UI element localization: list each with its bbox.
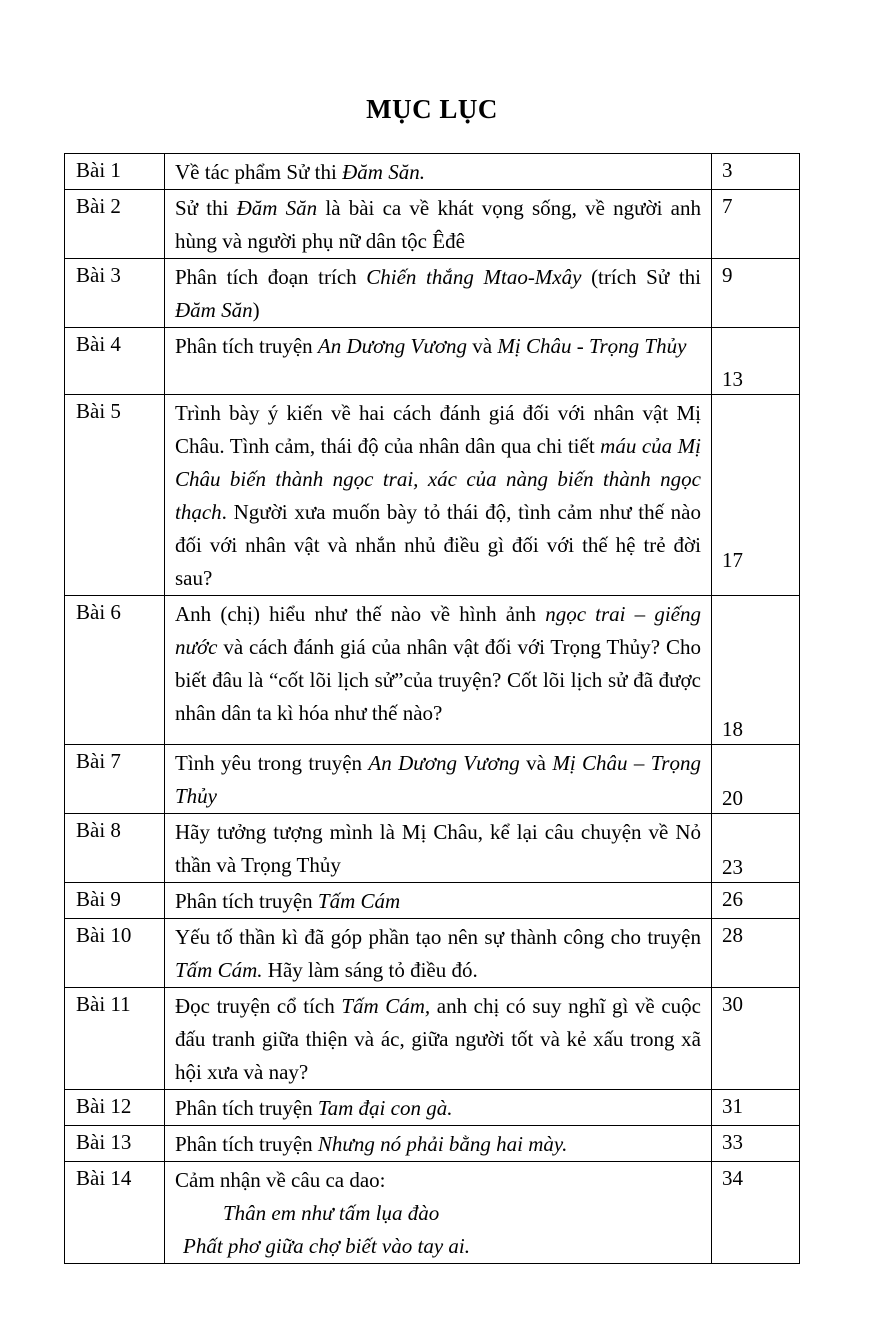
toc-row	[65, 596, 800, 745]
lesson-title	[165, 919, 712, 988]
italic-title-segment: Tam đại con gà.	[317, 1096, 453, 1120]
title-segment: Về tác phẩm Sử thi	[175, 160, 343, 184]
toc-row	[65, 1126, 800, 1162]
italic-title-segment: An Dương Vương	[317, 334, 468, 358]
lesson-title	[165, 1090, 712, 1126]
toc-row	[65, 988, 800, 1090]
lesson-title	[165, 596, 712, 745]
title-segment: và	[519, 751, 553, 775]
title-segment: Hãy tưởng tượng mình là Mị Châu, kể lại câu chuyện về Nỏ thần và Trọng Thủy	[175, 820, 701, 877]
toc-row	[65, 883, 800, 919]
toc-row	[65, 395, 800, 596]
toc-row	[65, 328, 800, 395]
italic-title-segment: Tấm Cám.	[175, 958, 263, 982]
title-segment: Sử thi	[175, 196, 237, 220]
title-segment: là bài ca về khát vọng sống, về người anh hùng và người phụ nữ dân tộc Êđê	[175, 196, 701, 253]
page-title: MỤC LỤC	[366, 94, 498, 124]
lesson-title	[165, 190, 712, 259]
title-segment: Cảm nhận về câu ca dao:	[175, 1168, 386, 1192]
lesson-number: Bài 12	[65, 1090, 165, 1126]
italic-title-segment: Đăm Săn	[236, 196, 318, 220]
title-segment: Trình bày ý kiến về hai cách đánh giá đối với nhân vật Mị Châu. Tình cảm, thái độ của nhân dân qua chi tiết	[175, 401, 701, 458]
toc-row	[65, 919, 800, 988]
lesson-number: Bài 2	[65, 190, 165, 259]
page-number[interactable]: 34	[712, 1162, 800, 1264]
page-number[interactable]: 26	[712, 883, 800, 919]
lesson-title	[165, 988, 712, 1090]
italic-title-segment: Đăm Săn	[175, 298, 253, 322]
lesson-number: Bài 11	[65, 988, 165, 1090]
toc-row	[65, 745, 800, 814]
title-segment: . Người xưa muốn bày tỏ thái độ, tình cảm như thế nào đối với nhân vật và nhắn nhủ điều gì đối với thế hệ trẻ đời sau?	[175, 500, 701, 590]
lesson-title	[165, 328, 712, 395]
title-segment: và	[467, 334, 498, 358]
title-segment: Phân tích truyện	[175, 334, 318, 358]
page-number[interactable]: 31	[712, 1090, 800, 1126]
table-of-contents	[64, 153, 800, 1264]
lesson-title	[165, 745, 712, 814]
title-segment: )	[252, 298, 260, 322]
italic-title-segment: Phất phơ giữa chợ biết vào tay ai.	[183, 1234, 470, 1258]
italic-title-segment: máu của Mị Châu biến thành ngọc trai, xác của nàng biến thành ngọc thạch	[175, 434, 701, 524]
page-number[interactable]: 28	[712, 919, 800, 988]
lesson-number: Bài 5	[65, 395, 165, 596]
lesson-number: Bài 3	[65, 259, 165, 328]
page-number[interactable]: 33	[712, 1126, 800, 1162]
lesson-number: Bài 10	[65, 919, 165, 988]
italic-title-segment: Nhưng nó phải bằng hai mày.	[317, 1132, 568, 1156]
page-number[interactable]: 13	[712, 328, 800, 395]
page-number[interactable]: 17	[712, 395, 800, 596]
toc-row	[65, 190, 800, 259]
lesson-number: Bài 6	[65, 596, 165, 745]
lesson-title	[165, 1162, 712, 1264]
lesson-title	[165, 1126, 712, 1162]
italic-title-segment: Tấm Cám,	[341, 994, 431, 1018]
page-number[interactable]: 3	[712, 154, 800, 190]
lesson-number: Bài 9	[65, 883, 165, 919]
title-segment: Tình yêu trong truyện	[175, 751, 369, 775]
page-number[interactable]: 7	[712, 190, 800, 259]
lesson-number: Bài 13	[65, 1126, 165, 1162]
title-segment: Yếu tố thần kì đã góp phần tạo nên sự thành công cho truyện	[175, 925, 701, 949]
italic-title-segment: Tấm Cám	[317, 889, 401, 913]
page-number[interactable]: 9	[712, 259, 800, 328]
italic-title-segment: Mị Châu - Trọng Thủy	[497, 334, 687, 358]
title-segment: Hãy làm sáng tỏ điều đó.	[262, 958, 478, 982]
italic-title-segment: Đăm Săn.	[342, 160, 425, 184]
lesson-title	[165, 259, 712, 328]
lesson-number: Bài 14	[65, 1162, 165, 1264]
page-number[interactable]: 23	[712, 814, 800, 883]
title-segment: anh chị có suy nghĩ gì về cuộc đấu tranh giữa thiện và ác, giữa người tốt và kẻ xấu trong xã hội xưa và nay?	[175, 994, 701, 1084]
page-number[interactable]: 20	[712, 745, 800, 814]
title-segment: Đọc truyện cổ tích	[175, 994, 342, 1018]
italic-title-segment: Mị Châu – Trọng Thủy	[175, 751, 701, 808]
italic-title-segment: Chiến thắng Mtao-Mxây	[366, 265, 582, 289]
lesson-title	[165, 883, 712, 919]
lesson-number: Bài 8	[65, 814, 165, 883]
toc-row	[65, 814, 800, 883]
lesson-number: Bài 1	[65, 154, 165, 190]
title-segment: (trích Sử thi	[581, 265, 702, 289]
title-segment: Phân tích đoạn trích	[175, 265, 367, 289]
toc-row	[65, 1162, 800, 1264]
toc-row	[65, 1090, 800, 1126]
italic-title-segment: ngọc trai – giếng nước	[175, 602, 701, 659]
title-segment: Phân tích truyện	[175, 889, 318, 913]
lesson-number: Bài 7	[65, 745, 165, 814]
title-segment: Phân tích truyện	[175, 1132, 318, 1156]
lesson-title	[165, 154, 712, 190]
lesson-title	[165, 395, 712, 596]
title-segment: Phân tích truyện	[175, 1096, 318, 1120]
title-segment: và cách đánh giá của nhân vật đối với Trọng Thủy? Cho biết đâu là “cốt lõi lịch sử”của truyện? Cốt lõi lịch sử đã được nhân dân ta kì hóa như thế nào?	[175, 635, 701, 725]
italic-title-segment: Thân em như tấm lụa đào	[223, 1201, 440, 1225]
page-number[interactable]: 18	[712, 596, 800, 745]
toc-row	[65, 259, 800, 328]
lesson-number: Bài 4	[65, 328, 165, 395]
toc-row	[65, 154, 800, 190]
title-segment: Anh (chị) hiểu như thế nào về hình ảnh	[175, 602, 546, 626]
italic-title-segment: An Dương Vương	[368, 751, 520, 775]
page-number[interactable]: 30	[712, 988, 800, 1090]
lesson-title	[165, 814, 712, 883]
